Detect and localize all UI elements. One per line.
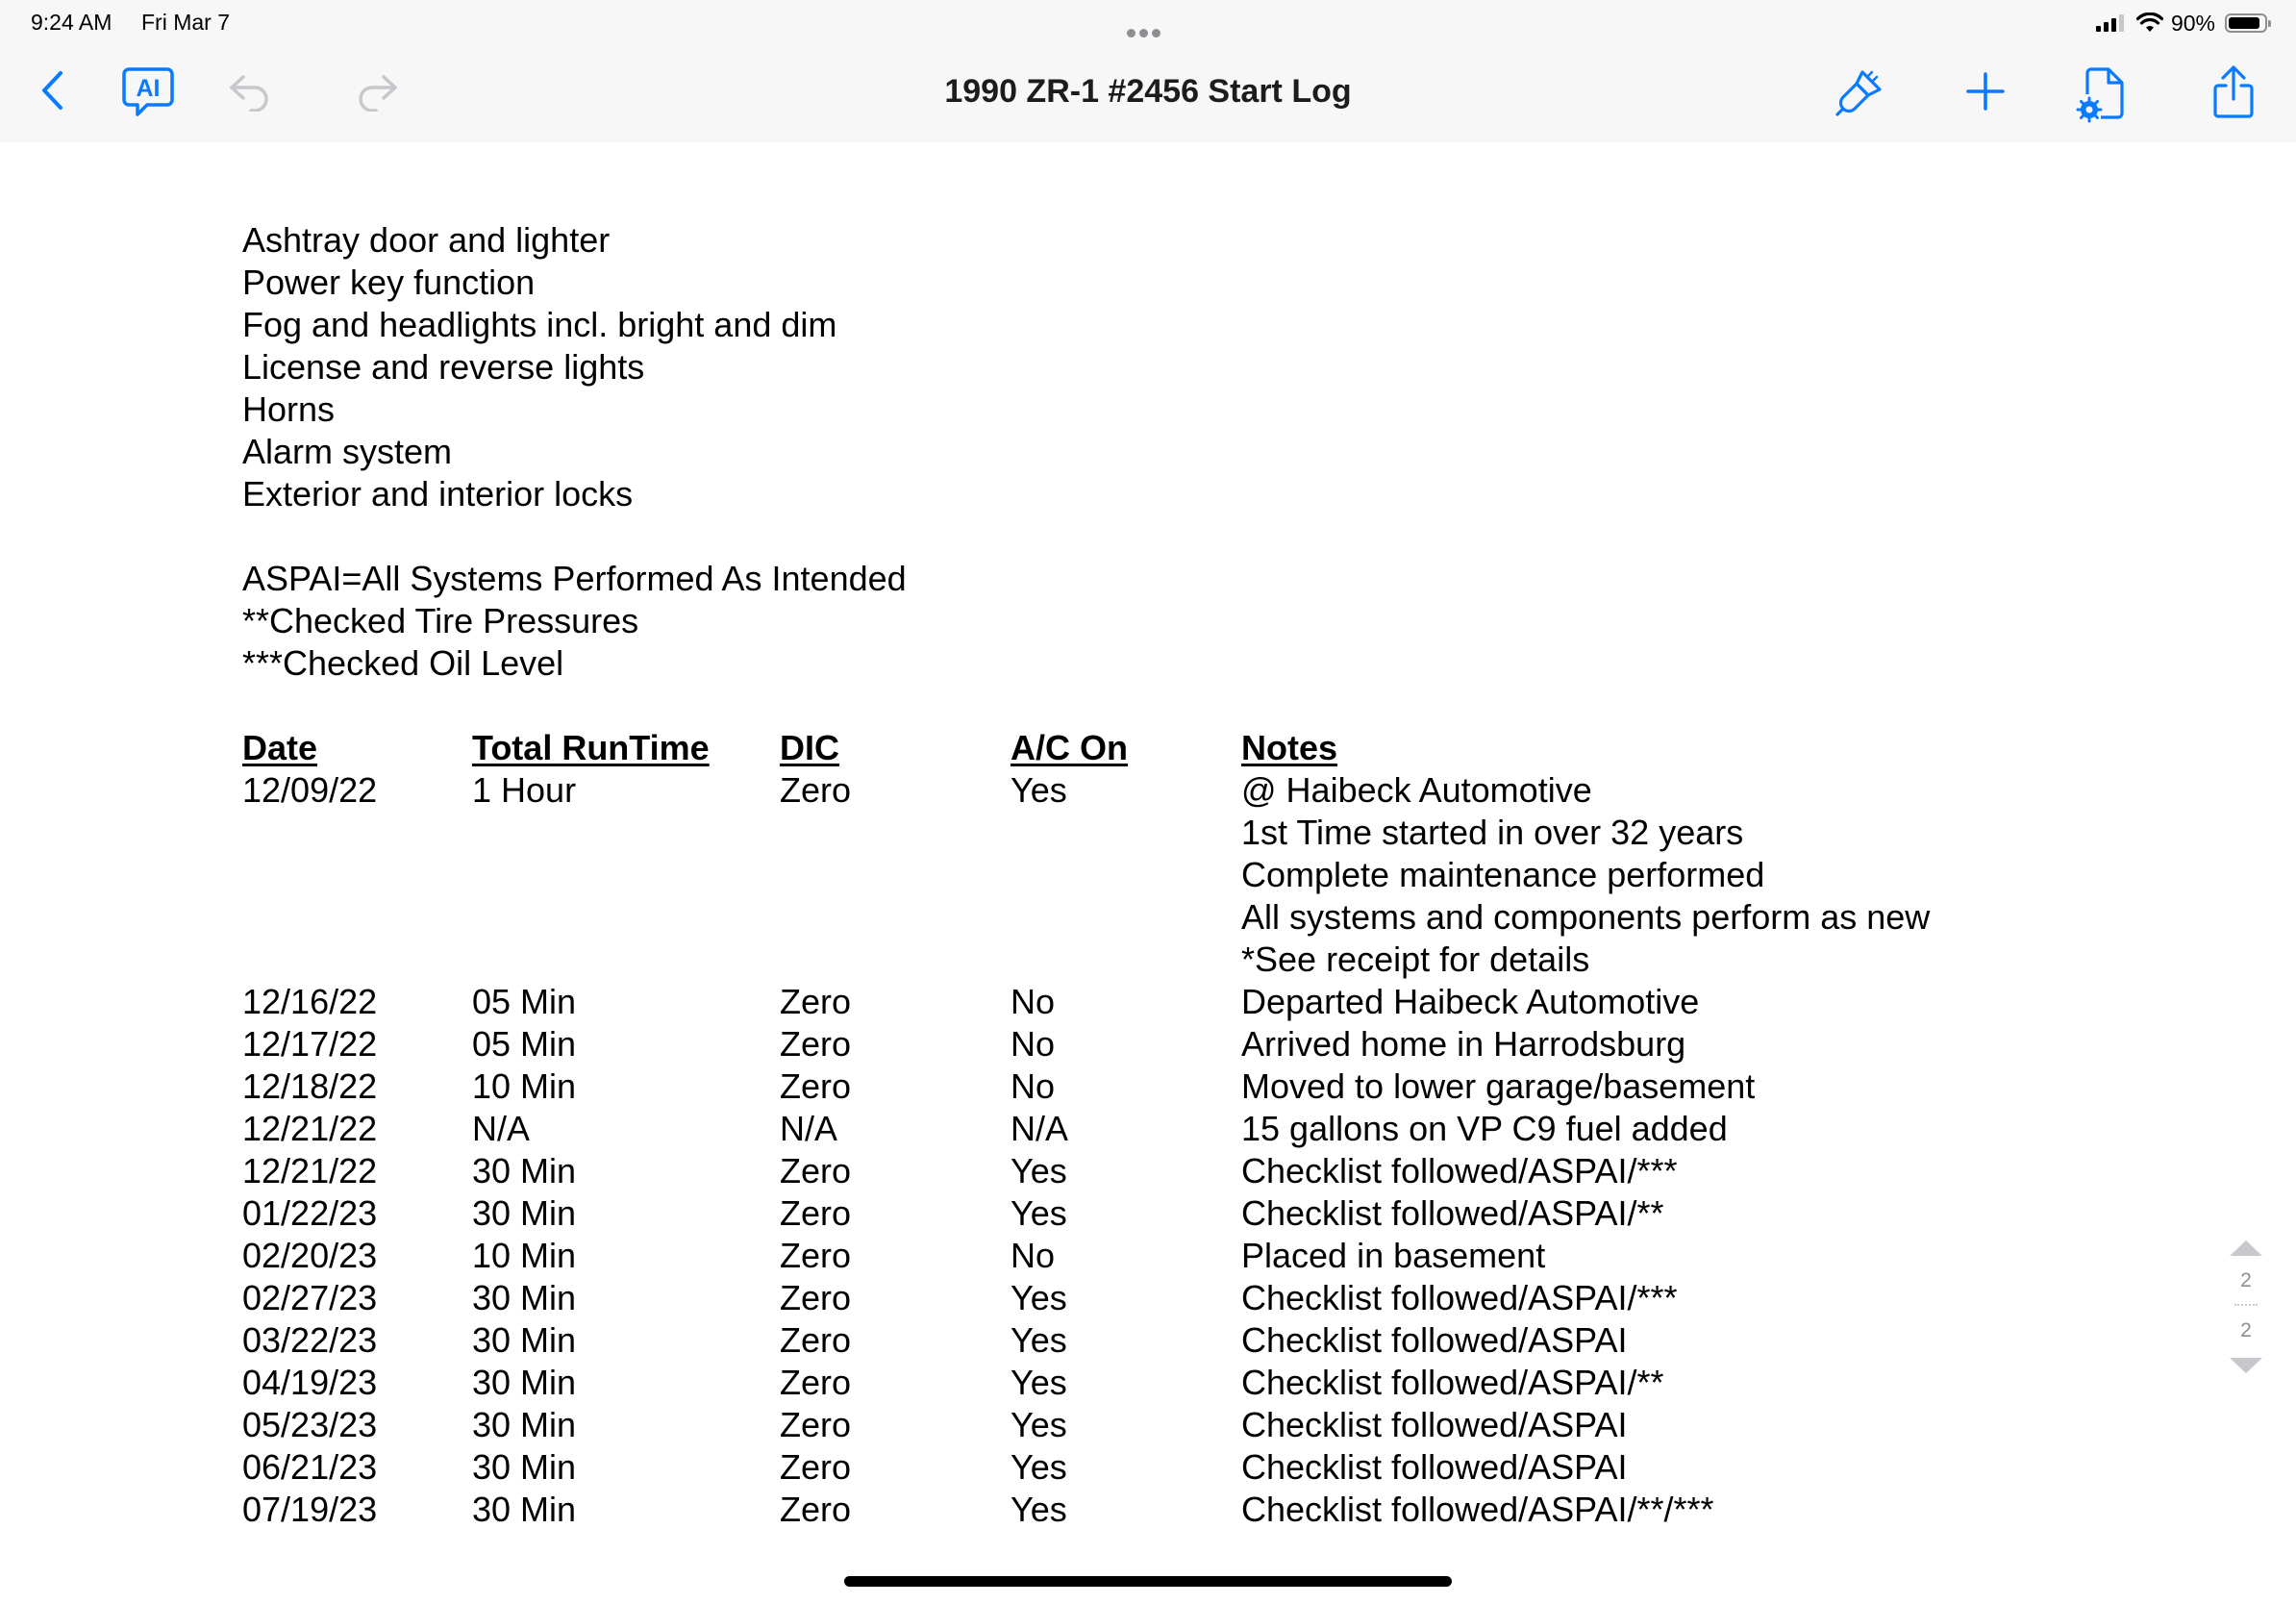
table-row [242,939,2165,981]
cell-ac: No [1011,1236,1056,1275]
home-indicator[interactable] [844,1576,1452,1587]
cell-dic: Zero [780,1024,852,1064]
table-row [242,1023,2165,1065]
cell-notes: 15 gallons on VP C9 fuel added [1241,1109,1728,1148]
table-row [242,981,2165,1023]
cell-notes: Checklist followed/ASPAI [1241,1405,1628,1444]
cell-dic: Zero [780,1193,852,1233]
cell-notes: All systems and components perform as new [1241,897,1931,937]
cell-date: 12/09/22 [242,770,378,810]
header-runtime: Total RunTime [472,728,710,767]
legend-item: ASPAI=All Systems Performed As Intended [242,559,907,598]
cell-dic: Zero [780,1278,852,1317]
ai-label: AI [136,75,161,102]
cell-notes: Checklist followed/ASPAI/*** [1241,1278,1678,1317]
cell-runtime: N/A [472,1109,531,1148]
share-button[interactable] [2209,63,2258,121]
table-row [242,1065,2165,1108]
cell-runtime: 30 Min [472,1193,577,1233]
table-row [242,1150,2165,1192]
checklist [242,219,2165,515]
battery-percentage: 90% [2170,10,2215,36]
legend-item: ***Checked Oil Level [242,643,564,683]
table-row [242,769,2165,812]
cell-runtime: 30 Min [472,1363,577,1402]
cell-date: 12/17/22 [242,1024,378,1064]
cell-runtime: 30 Min [472,1447,577,1487]
total-page-count: 2 [2240,1319,2252,1341]
cell-dic: Zero [780,1363,852,1402]
table-row [242,1362,2165,1404]
table-row [242,812,2165,854]
cell-date: 05/23/23 [242,1405,378,1444]
cell-ac: Yes [1011,1320,1067,1360]
status-bar [0,0,2296,44]
cell-date: 07/19/23 [242,1490,378,1529]
document-toolbar [0,44,2296,142]
cell-ac: No [1011,982,1056,1021]
cell-dic: Zero [780,982,852,1021]
page-up-icon[interactable] [2230,1241,2262,1256]
cell-date: 12/21/22 [242,1151,378,1190]
plus-icon [1964,70,2007,113]
cell-dic: N/A [780,1109,838,1148]
page-separator [2234,1304,2258,1306]
document-title[interactable]: 1990 ZR-1 #2456 Start Log [944,73,1352,110]
cell-notes: Checklist followed/ASPAI/** [1241,1363,1664,1402]
blank-line [242,685,2165,727]
cell-runtime: 05 Min [472,982,577,1021]
checklist-item: Ashtray door and lighter [242,220,611,260]
table-row [242,1235,2165,1277]
wifi-icon [2136,13,2163,34]
multitasking-dots-icon[interactable] [1127,17,1169,27]
cell-dic: Zero [780,1151,852,1190]
cell-notes: Complete maintenance performed [1241,855,1765,894]
cell-notes: 1st Time started in over 32 years [1241,813,1744,852]
cell-runtime: 10 Min [472,1066,577,1106]
share-icon [2211,64,2256,120]
format-button[interactable] [1833,65,1886,119]
document-options-button[interactable] [2075,65,2131,123]
cell-notes: Departed Haibeck Automotive [1241,982,1700,1021]
cell-ac: Yes [1011,1193,1067,1233]
page-indicator [2227,1231,2265,1385]
cell-ac: Yes [1011,1151,1067,1190]
document-body[interactable] [242,219,2165,1531]
cell-notes: Moved to lower garage/basement [1241,1066,1756,1106]
start-log-table [242,727,2165,1531]
cell-ac: Yes [1011,1405,1067,1444]
cell-notes: Checklist followed/ASPAI/** [1241,1193,1664,1233]
cell-notes: Checklist followed/ASPAI [1241,1320,1628,1360]
checklist-item: License and reverse lights [242,347,645,387]
legend-item: **Checked Tire Pressures [242,601,639,640]
cell-date: 02/27/23 [242,1278,378,1317]
current-page-number: 2 [2240,1269,2252,1291]
checklist-item: Horns [242,389,336,429]
cell-ac: Yes [1011,770,1067,810]
cell-ac: Yes [1011,1490,1067,1529]
checklist-item: Fog and headlights incl. bright and dim [242,305,837,344]
cellular-signal-icon [2096,14,2127,32]
table-row [242,854,2165,896]
table-row [242,1446,2165,1489]
cell-dic: Zero [780,770,852,810]
table-row [242,1108,2165,1150]
cell-notes: Checklist followed/ASPAI/*** [1241,1151,1678,1190]
cell-runtime: 30 Min [472,1278,577,1317]
table-body [242,769,2165,1531]
table-row [242,896,2165,939]
cell-runtime: 30 Min [472,1320,577,1360]
header-notes: Notes [1241,728,1338,767]
cell-ac: Yes [1011,1447,1067,1487]
checklist-item: Power key function [242,263,536,302]
status-time: 9:24 AM [31,10,112,35]
battery-icon [2225,13,2267,33]
cell-ac: N/A [1011,1109,1069,1148]
cell-runtime: 30 Min [472,1405,577,1444]
cell-date: 12/18/22 [242,1066,378,1106]
cell-notes: *See receipt for details [1241,940,1590,979]
checklist-item: Exterior and interior locks [242,474,634,514]
cell-dic: Zero [780,1320,852,1360]
blank-line [242,515,2165,558]
cell-ac: Yes [1011,1363,1067,1402]
cell-runtime: 1 Hour [472,770,577,810]
cell-date: 03/22/23 [242,1320,378,1360]
status-date: Fri Mar 7 [141,10,230,35]
header-dic: DIC [780,728,839,767]
cell-dic: Zero [780,1066,852,1106]
cell-notes: Checklist followed/ASPAI/**/*** [1241,1490,1714,1529]
cell-runtime: 05 Min [472,1024,577,1064]
table-row [242,1404,2165,1446]
cell-date: 12/21/22 [242,1109,378,1148]
insert-button[interactable] [1961,67,2009,115]
cell-runtime: 30 Min [472,1490,577,1529]
checklist-item: Alarm system [242,432,453,471]
cell-date: 06/21/23 [242,1447,378,1487]
header-date: Date [242,728,318,767]
cell-date: 04/19/23 [242,1363,378,1402]
header-ac: A/C On [1011,728,1128,767]
cell-ac: No [1011,1024,1056,1064]
page-down-icon[interactable] [2230,1358,2262,1373]
cell-runtime: 10 Min [472,1236,577,1275]
status-indicators [2096,9,2267,38]
cell-date: 01/22/23 [242,1193,378,1233]
document-settings-icon [2076,65,2130,123]
table-row [242,1277,2165,1319]
cell-dic: Zero [780,1405,852,1444]
cell-date: 02/20/23 [242,1236,378,1275]
cell-dic: Zero [780,1490,852,1529]
cell-notes: Checklist followed/ASPAI [1241,1447,1628,1487]
battery-level-fill [2229,17,2259,29]
cell-ac: Yes [1011,1278,1067,1317]
cell-ac: No [1011,1066,1056,1106]
cell-notes: Placed in basement [1241,1236,1546,1275]
cell-runtime: 30 Min [472,1151,577,1190]
cell-date: 12/16/22 [242,982,378,1021]
cell-dic: Zero [780,1236,852,1275]
table-row [242,1192,2165,1235]
table-row [242,1319,2165,1362]
cell-notes: Arrived home in Harrodsburg [1241,1024,1686,1064]
table-row [242,1489,2165,1531]
table-header-row [242,727,2165,769]
paintbrush-icon [1834,66,1885,118]
cell-dic: Zero [780,1447,852,1487]
legend [242,558,2165,685]
cell-notes: @ Haibeck Automotive [1241,770,1592,810]
